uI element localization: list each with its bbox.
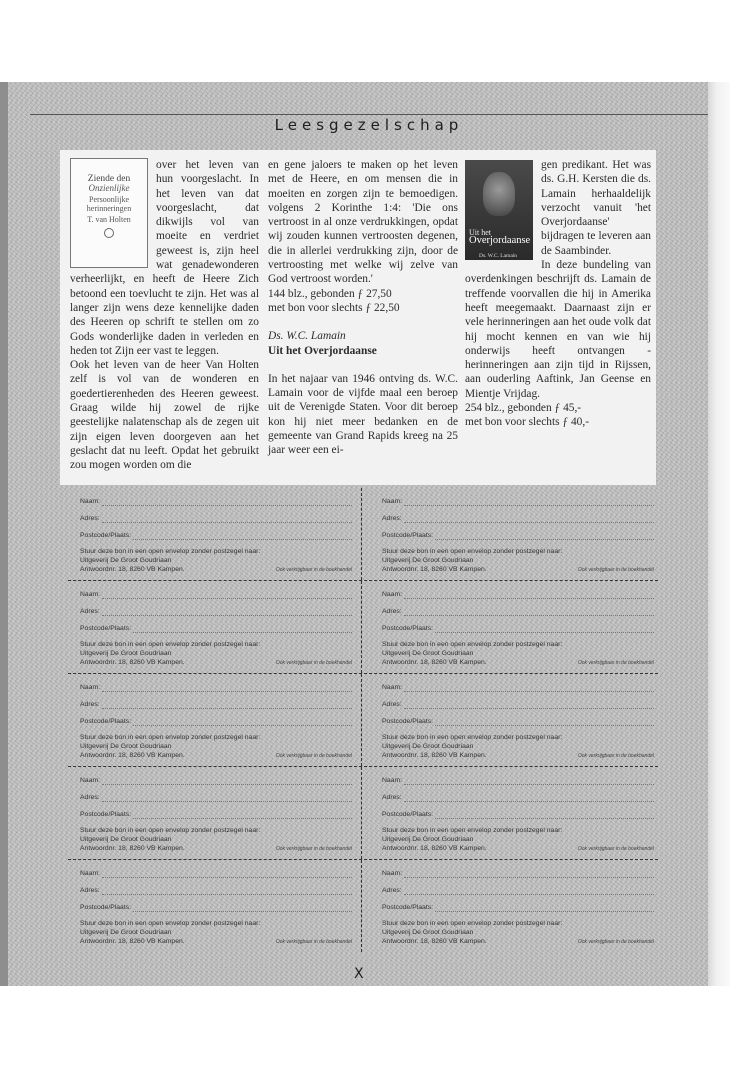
coupon-note: Ook verkrijgbaar in de boekhandel [577,939,654,945]
order-coupon [370,488,660,580]
order-coupon [68,767,358,859]
price-line: 144 blz., gebonden ƒ 27,50 [268,287,392,300]
coupon-note: Ook verkrijgbaar in de boekhandel [577,846,654,852]
coupon-address: Antwoordnr. 18, 8260 VB Kampen. [80,938,185,945]
coupon-publisher: Uitgeverij De Groot Goudriaan [382,743,474,750]
price-line-coupon: met bon voor slechts ƒ 40,- [465,416,590,429]
order-coupon [68,488,358,580]
coupon-instruction: Stuur deze bon in een open envelop zonder postzegel naar: [382,641,563,648]
name-field[interactable]: Naam: [80,684,352,692]
coupon-address: Antwoordnr. 18, 8260 VB Kampen. [382,659,487,666]
postcode-field[interactable]: Postcode/Plaats: [80,532,352,540]
book-cover-author: T. van Holten [87,215,131,224]
address-field[interactable]: Adres: [382,701,654,709]
coupon-instruction: Stuur deze bon in een open envelop zonder postzegel naar: [382,548,563,555]
coupon-publisher: Uitgeverij De Groot Goudriaan [80,929,172,936]
cut-line [361,674,362,766]
postcode-field[interactable]: Postcode/Plaats: [382,718,654,726]
page-number: X [354,966,364,982]
coupon-instruction: Stuur deze bon in een open envelop zonder postzegel naar: [80,734,261,741]
page-left-edge [0,82,8,986]
coupon-publisher: Uitgeverij De Groot Goudriaan [382,650,474,657]
name-field[interactable]: Naam: [382,591,654,599]
postcode-field[interactable]: Postcode/Plaats: [80,625,352,633]
article-paragraph: In deze bundeling van overdenkingen beschrijft ds. Lamain de treffende voorvallen die hij in Amerika heeft meegemaakt. Daarnaast zijn er vele herinneringen aan het oude volk dat hij mocht kennen en van wie hij onderwijs heeft ontvangen - herinneringen aan zijn tijd in Rijssen, aan ouderling Aaftink, Jan Geense en Mientje Vrijdag. [465,259,651,400]
coupon-address: Antwoordnr. 18, 8260 VB Kampen. [80,845,185,852]
cut-line [361,860,362,952]
publisher-logo-icon [104,228,114,238]
article-paragraph: Ook het leven van de heer Van Holten zelf is vol van de wonderen en goedertierenheden des Heeren geweest. Graag wilde hij zowel de rijke geestelijke nalatenschap als de zegen uit zijn eigen leven doorgeven aan het geslacht dat nu leeft. Opdat het gebruikt zou mogen worden om die [70,359,259,472]
address-field[interactable]: Adres: [80,701,352,709]
address-field[interactable]: Adres: [382,608,654,616]
coupon-note: Ook verkrijgbaar in de boekhandel [577,753,654,759]
coupon-note: Ook verkrijgbaar in de boekhandel [577,660,654,666]
coupon-instruction: Stuur deze bon in een open envelop zonder postzegel naar: [382,734,563,741]
book-title: Uit het Overjordaanse [268,344,377,357]
coupon-address: Antwoordnr. 18, 8260 VB Kampen. [80,752,185,759]
price-line-coupon: met bon voor slechts ƒ 22,50 [268,301,400,314]
coupon-note: Ook verkrijgbaar in de boekhandel [275,567,352,573]
book-cover-overjordaanse [465,160,533,260]
name-field[interactable]: Naam: [80,498,352,506]
postcode-field[interactable]: Postcode/Plaats: [382,625,654,633]
coupon-instruction: Stuur deze bon in een open envelop zonder postzegel naar: [382,827,563,834]
name-field[interactable]: Naam: [80,870,352,878]
article-paragraph: In het najaar van 1946 ontving ds. W.C. Lamain voor de vijfde maal een beroep uit de Verenigde Staten. Voor dit beroep kon hij niet meer bedanken en de gemeente van Grand Rapids kreeg na 25 jaar weer een ei- [268,372,458,457]
page-shadow [708,82,730,986]
order-coupon [370,674,660,766]
coupon-publisher: Uitgeverij De Groot Goudriaan [80,836,172,843]
coupon-instruction: Stuur deze bon in een open envelop zonder postzegel naar: [382,920,563,927]
address-field[interactable]: Adres: [80,794,352,802]
article-paragraph: over het leven van hun voorgeslacht. In het leven van dat voorgeslacht, dat dikwijls vol van moeite en verdriet geweest is, zijn heel wat genadewonderen verheerlijkt, en heeft de Heere Zich betoond een toevlucht te zijn. Het was al langer zijn wens deze kennelijke daden des Heeren op schrift te stellen om zo Gods wonderlijke daden in verleden en heden tot Zijn eer vast te leggen. [70,159,259,357]
coupon-instruction: Stuur deze bon in een open envelop zonder postzegel naar: [80,548,261,555]
coupon-row [68,674,658,767]
address-field[interactable]: Adres: [382,794,654,802]
name-field[interactable]: Naam: [382,870,654,878]
book-cover-ziende-den [70,158,148,268]
book-cover-subtitle: Onzienlijke [88,183,130,193]
name-field[interactable]: Naam: [382,777,654,785]
postcode-field[interactable]: Postcode/Plaats: [80,811,352,819]
coupon-publisher: Uitgeverij De Groot Goudriaan [382,929,474,936]
coupon-row [68,581,658,674]
coupon-instruction: Stuur deze bon in een open envelop zonder postzegel naar: [80,641,261,648]
coupon-row [68,767,658,860]
coupon-address: Antwoordnr. 18, 8260 VB Kampen. [80,566,185,573]
book-cover-title: Ziende den [87,174,131,184]
postcode-field[interactable]: Postcode/Plaats: [382,811,654,819]
coupon-row [68,860,658,952]
order-coupon [370,767,660,859]
order-coupon [370,860,660,952]
cut-line [361,767,362,859]
order-coupon [68,674,358,766]
coupon-publisher: Uitgeverij De Groot Goudriaan [80,557,172,564]
coupon-note: Ook verkrijgbaar in de boekhandel [275,846,352,852]
coupon-publisher: Uitgeverij De Groot Goudriaan [382,836,474,843]
postcode-field[interactable]: Postcode/Plaats: [382,904,654,912]
cut-line [361,488,362,580]
order-coupon [68,860,358,952]
article-paragraph: en gene jaloers te maken op het leven met de Heere, en om mensen die in moeiten en zorgen zijn te bemoedigen. volgens 2 Korinthe 1:4: 'Die ons vertroost in al onze verdrukkingen, opdat wij zouden kunnen vertroosten degenen, die in allerlei verdrukking zijn, door de vertroosting met welke wij zelve van God vertroost worden.' [268,159,458,286]
address-field[interactable]: Adres: [80,608,352,616]
coupon-note: Ook verkrijgbaar in de boekhandel [577,567,654,573]
article-column-2 [268,158,458,458]
coupon-note: Ook verkrijgbaar in de boekhandel [275,660,352,666]
coupon-note: Ook verkrijgbaar in de boekhandel [275,753,352,759]
coupon-instruction: Stuur deze bon in een open envelop zonder postzegel naar: [80,827,261,834]
coupon-publisher: Uitgeverij De Groot Goudriaan [80,650,172,657]
coupon-address: Antwoordnr. 18, 8260 VB Kampen. [382,938,487,945]
name-field[interactable]: Naam: [382,684,654,692]
book-author: Ds. W.C. Lamain [268,330,346,343]
coupon-instruction: Stuur deze bon in een open envelop zonder postzegel naar: [80,920,261,927]
address-field[interactable]: Adres: [382,515,654,523]
coupon-note: Ook verkrijgbaar in de boekhandel [275,939,352,945]
article-column-1 [70,158,259,473]
article-paragraph: gen predikant. Het was ds. G.H. Kersten die ds. Lamain herhaaldelijk verzocht vanuit 'het Overjordaanse' bijdragen te leveren aan de Saambinder. [541,159,651,257]
coupon-address: Antwoordnr. 18, 8260 VB Kampen. [382,845,487,852]
name-field[interactable]: Naam: [382,498,654,506]
name-field[interactable]: Naam: [80,591,352,599]
coupon-publisher: Uitgeverij De Groot Goudriaan [80,743,172,750]
address-field[interactable]: Adres: [80,887,352,895]
postcode-field[interactable]: Postcode/Plaats: [80,904,352,912]
book-cover-small: Uit het [469,228,491,237]
author-portrait [483,172,515,216]
postcode-field[interactable]: Postcode/Plaats: [382,532,654,540]
address-field[interactable]: Adres: [382,887,654,895]
book-cover-title: Overjordaanse [469,235,531,246]
coupon-publisher: Uitgeverij De Groot Goudriaan [382,557,474,564]
coupon-address: Antwoordnr. 18, 8260 VB Kampen. [382,566,487,573]
coupon-row [68,488,658,581]
order-coupon [370,581,660,673]
order-coupon [68,581,358,673]
price-line: 254 blz., gebonden ƒ 45,- [465,402,582,415]
cut-line [361,581,362,673]
order-coupons [68,488,658,952]
article-panel [60,150,656,485]
book-cover-author: Ds. W.C. Lamain [479,253,518,259]
address-field[interactable]: Adres: [80,515,352,523]
coupon-address: Antwoordnr. 18, 8260 VB Kampen. [80,659,185,666]
page-title: Leesgezelschap [274,116,464,134]
name-field[interactable]: Naam: [80,777,352,785]
article-column-3 [465,158,651,430]
book-cover-text: Persoonlijke herinneringen [86,195,132,213]
header-rule [30,114,708,115]
coupon-address: Antwoordnr. 18, 8260 VB Kampen. [382,752,487,759]
postcode-field[interactable]: Postcode/Plaats: [80,718,352,726]
